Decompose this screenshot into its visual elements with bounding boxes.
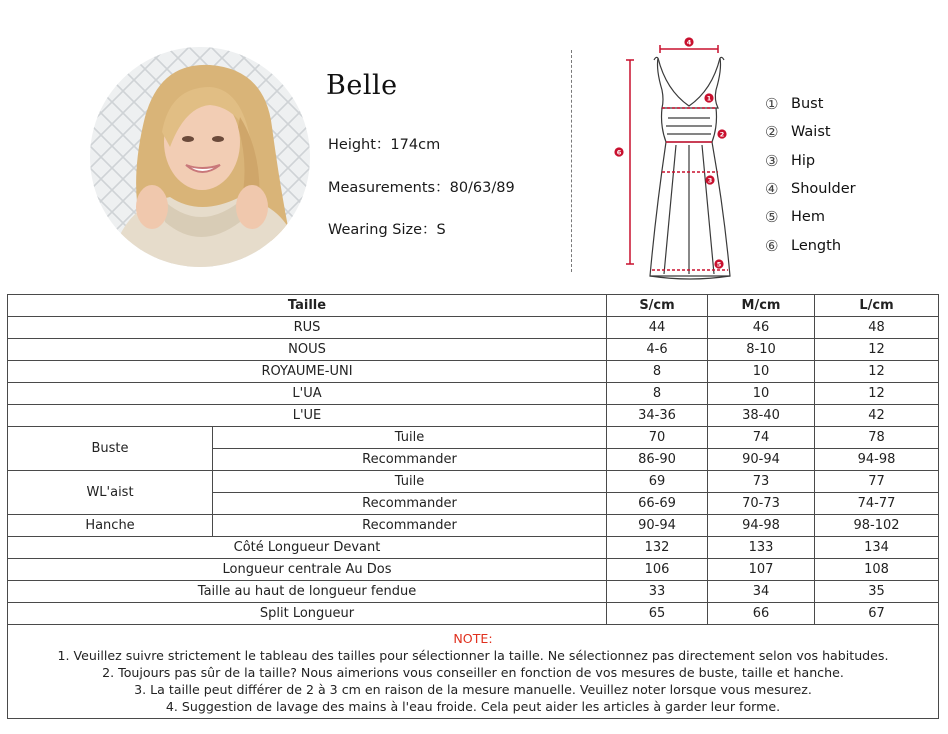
legend-number: ③	[765, 151, 779, 170]
cell-l: 48	[815, 317, 939, 339]
model-height: Height：174cm	[328, 137, 441, 153]
sub-label: Recommander	[213, 515, 607, 537]
note-row	[8, 625, 939, 719]
cell-s: 70	[607, 427, 708, 449]
legend-number: ①	[765, 95, 779, 114]
table-row	[8, 405, 939, 427]
cell-s: 44	[607, 317, 708, 339]
legend-item-bust	[765, 90, 856, 118]
row-label: ROYAUME-UNI	[8, 361, 607, 383]
cell-l: 12	[815, 361, 939, 383]
row-label: Côté Longueur Devant	[8, 537, 607, 559]
svg-text:4: 4	[686, 38, 692, 47]
table-row	[8, 515, 939, 537]
header-m: M/cm	[708, 295, 815, 317]
sub-label: Recommander	[213, 449, 607, 471]
note-title: NOTE:	[453, 630, 493, 646]
svg-text:1: 1	[706, 94, 712, 103]
cell-l: 42	[815, 405, 939, 427]
table-row	[8, 471, 939, 493]
cell-l: 12	[815, 339, 939, 361]
measurement-legend	[765, 90, 856, 260]
row-label: Taille au haut de longueur fendue	[8, 581, 607, 603]
legend-item-length	[765, 231, 856, 259]
note-line: 3. La taille peut différer de 2 à 3 cm en raison de la mesure manuelle. Veuillez noter lorsque vous mesurez.	[134, 681, 812, 697]
cell-l: 94-98	[815, 449, 939, 471]
marker-2-icon	[717, 129, 726, 138]
model-photo	[90, 47, 310, 267]
marker-1-icon	[704, 93, 713, 102]
legend-label: Waist	[791, 124, 831, 141]
table-row	[8, 427, 939, 449]
cell-l: 12	[815, 383, 939, 405]
table-row	[8, 537, 939, 559]
legend-label: Length	[791, 237, 842, 254]
cell-s: 90-94	[607, 515, 708, 537]
row-label: Split Longueur	[8, 603, 607, 625]
cell-s: 65	[607, 603, 708, 625]
dress-diagram	[606, 30, 756, 280]
table-row	[8, 361, 939, 383]
cell-s: 69	[607, 471, 708, 493]
marker-5-icon	[714, 259, 723, 268]
svg-text:5: 5	[716, 260, 722, 269]
cell-m: 34	[708, 581, 815, 603]
legend-number: ⑤	[765, 208, 779, 227]
note-line: 2. Toujours pas sûr de la taille? Nous aimerions vous conseiller en fonction de vos mesures de buste, taille et hanche.	[102, 664, 844, 680]
legend-item-hip	[765, 147, 856, 175]
table-row	[8, 581, 939, 603]
header-l: L/cm	[815, 295, 939, 317]
svg-text:2: 2	[719, 130, 725, 139]
note-cell	[8, 625, 939, 719]
cell-s: 4-6	[607, 339, 708, 361]
legend-number: ④	[765, 180, 779, 199]
cell-l: 78	[815, 427, 939, 449]
row-label: Longueur centrale Au Dos	[8, 559, 607, 581]
row-label: RUS	[8, 317, 607, 339]
header-s: S/cm	[607, 295, 708, 317]
cell-l: 98-102	[815, 515, 939, 537]
svg-text:6: 6	[616, 148, 622, 157]
marker-4-icon	[684, 37, 693, 46]
cell-l: 77	[815, 471, 939, 493]
row-label: L'UA	[8, 383, 607, 405]
cell-m: 73	[708, 471, 815, 493]
table-row	[8, 317, 939, 339]
cell-m: 94-98	[708, 515, 815, 537]
legend-label: Bust	[791, 96, 824, 113]
row-label: NOUS	[8, 339, 607, 361]
note-line: 4. Suggestion de lavage des mains à l'eau froide. Cela peut aider les articles à garder leur forme.	[165, 698, 781, 714]
cell-l: 74-77	[815, 493, 939, 515]
cell-m: 10	[708, 361, 815, 383]
section-divider	[571, 50, 572, 272]
note-line: 1. Veuillez suivre strictement le tableau des tailles pour sélectionner la taille. Ne sélectionnez pas directement selon vos habitudes.	[57, 647, 889, 663]
cell-m: 107	[708, 559, 815, 581]
cell-m: 133	[708, 537, 815, 559]
cell-m: 46	[708, 317, 815, 339]
model-measurements: Measurements：80/63/89	[328, 180, 515, 196]
size-chart-table	[7, 294, 939, 719]
legend-number: ②	[765, 123, 779, 142]
cell-l: 67	[815, 603, 939, 625]
cell-s: 8	[607, 361, 708, 383]
legend-label: Hip	[791, 152, 816, 169]
sub-label: Tuile	[213, 427, 607, 449]
cell-m: 66	[708, 603, 815, 625]
model-wearing-size: Wearing Size：S	[328, 222, 446, 238]
cell-m: 74	[708, 427, 815, 449]
legend-item-hem	[765, 203, 856, 231]
cell-s: 33	[607, 581, 708, 603]
table-row	[8, 339, 939, 361]
marker-6-icon	[614, 147, 623, 156]
cell-s: 8	[607, 383, 708, 405]
cell-l: 134	[815, 537, 939, 559]
legend-item-waist	[765, 118, 856, 146]
table-row	[8, 559, 939, 581]
table-header-row	[8, 295, 939, 317]
marker-3-icon	[705, 175, 714, 184]
cell-s: 106	[607, 559, 708, 581]
sub-label: Tuile	[213, 471, 607, 493]
group-label-waist: WL'aist	[8, 471, 213, 515]
cell-l: 108	[815, 559, 939, 581]
cell-m: 8-10	[708, 339, 815, 361]
group-label-hip: Hanche	[8, 515, 213, 537]
legend-label: Hem	[791, 209, 825, 226]
cell-m: 38-40	[708, 405, 815, 427]
cell-s: 66-69	[607, 493, 708, 515]
cell-l: 35	[815, 581, 939, 603]
cell-s: 86-90	[607, 449, 708, 471]
cell-m: 70-73	[708, 493, 815, 515]
cell-s: 132	[607, 537, 708, 559]
legend-number: ⑥	[765, 236, 779, 255]
group-label-bust: Buste	[8, 427, 213, 471]
legend-label: Shoulder	[791, 181, 856, 198]
model-name: Belle	[326, 70, 398, 101]
header-size: Taille	[8, 295, 607, 317]
cell-s: 34-36	[607, 405, 708, 427]
table-row	[8, 603, 939, 625]
row-label: L'UE	[8, 405, 607, 427]
cell-m: 10	[708, 383, 815, 405]
sub-label: Recommander	[213, 493, 607, 515]
cell-m: 90-94	[708, 449, 815, 471]
table-row	[8, 383, 939, 405]
legend-item-shoulder	[765, 175, 856, 203]
svg-text:3: 3	[707, 176, 713, 185]
